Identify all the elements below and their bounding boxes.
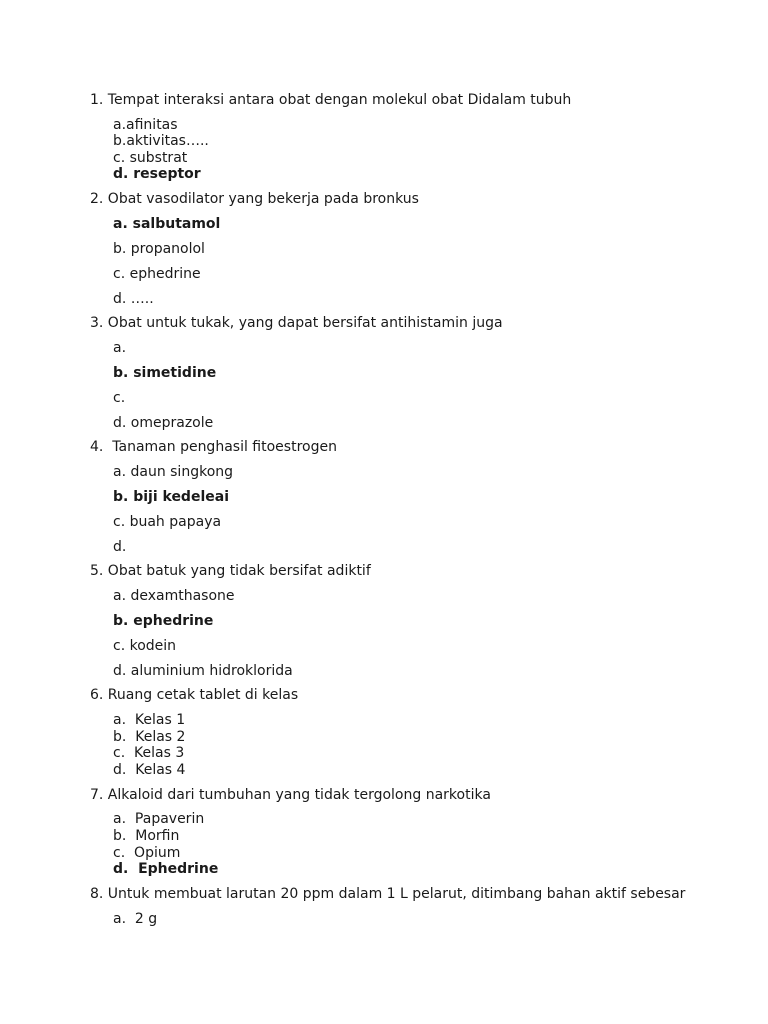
question-5-option-b-answer: b. ephedrine [113,613,214,629]
question-3-option-a: a. [113,340,127,356]
question-3-text: 3. Obat untuk tukak, yang dapat bersifat antihistamin juga [90,315,503,331]
question-6-option-c: c. Kelas 3 [113,745,185,761]
question-7-option-a: a. Papaverin [113,811,205,827]
question-3-option-d: d. omeprazole [113,415,214,431]
question-4-option-b-answer: b. biji kedeleai [113,489,229,505]
question-3-option-c: c. [113,390,126,406]
question-1-option-a: a.afinitas [113,117,178,133]
question-4-option-a: a. daun singkong [113,464,234,480]
question-7-option-d-answer: d. Ephedrine [113,861,219,877]
question-7-option-c: c. Opium [113,845,181,861]
question-5-text: 5. Obat batuk yang tidak bersifat adiktif [90,563,371,579]
question-8-text: 8. Untuk membuat larutan 20 ppm dalam 1 L pelarut, ditimbang bahan aktif sebesar [90,886,686,902]
question-6-text: 6. Ruang cetak tablet di kelas [90,687,299,703]
question-2-option-c: c. ephedrine [113,266,201,282]
question-5-option-a: a. dexamthasone [113,588,235,604]
question-1-text: 1. Tempat interaksi antara obat dengan molekul obat Didalam tubuh [90,92,572,108]
question-5-option-c: c. kodein [113,638,177,654]
question-4-option-c: c. buah papaya [113,514,222,530]
question-8-option-a: a. 2 g [113,911,158,927]
question-4-option-d: d. [113,539,127,555]
question-7-option-b: b. Morfin [113,828,180,844]
question-5-option-d: d. aluminium hidroklorida [113,663,293,679]
question-2-option-a-answer: a. salbutamol [113,216,221,232]
question-7-text: 7. Alkaloid dari tumbuhan yang tidak tergolong narkotika [90,787,491,803]
question-1-option-b: b.aktivitas….. [113,133,209,149]
question-2-option-d: d. ….. [113,291,154,307]
question-6-option-a: a. Kelas 1 [113,712,186,728]
question-4-text: 4. Tanaman penghasil fitoestrogen [90,439,337,455]
question-6-option-b: b. Kelas 2 [113,729,186,745]
question-1-option-c: c. substrat [113,150,188,166]
question-2-option-b: b. propanolol [113,241,205,257]
question-3-option-b-answer: b. simetidine [113,365,217,381]
question-1-option-d-answer: d. reseptor [113,166,201,182]
question-6-option-d: d. Kelas 4 [113,762,186,778]
question-2-text: 2. Obat vasodilator yang bekerja pada bronkus [90,191,419,207]
